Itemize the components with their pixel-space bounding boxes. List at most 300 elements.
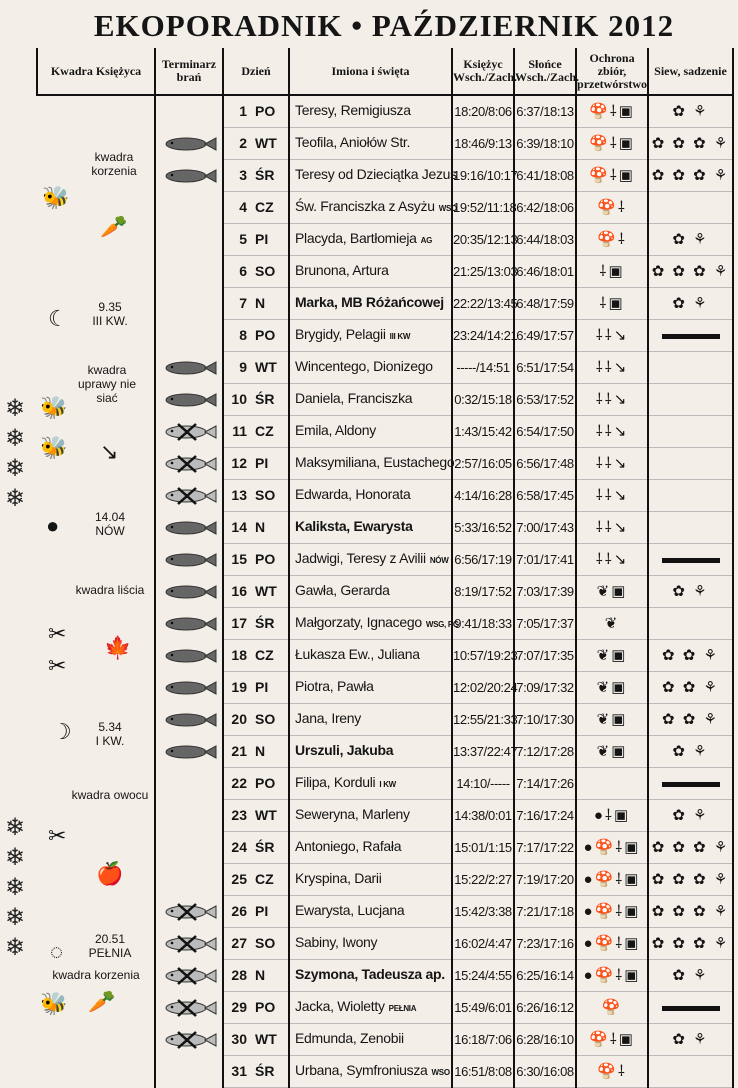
moon-times: 6:56/17:19 bbox=[452, 544, 514, 576]
day-of-week: N bbox=[253, 960, 289, 992]
names-text: Teresy, Remigiusza bbox=[295, 102, 411, 118]
protection-icons: ⸸▣ bbox=[576, 256, 648, 288]
names-text: Marka, MB Różańcowej bbox=[295, 294, 444, 310]
moon-times: 22:22/13:45 bbox=[452, 288, 514, 320]
sowing-icons: ✿ ⚘ bbox=[648, 95, 733, 128]
kwadra-lisc-label: kwadra liścia bbox=[75, 583, 145, 597]
header-imiona: Imiona i święta bbox=[289, 48, 452, 95]
fishing-cell bbox=[155, 832, 223, 864]
header-ochrona: Ochrona zbiór, przetwórstwo bbox=[576, 48, 648, 95]
day-of-week: ŚR bbox=[253, 608, 289, 640]
fishing-cell bbox=[155, 416, 223, 448]
table-row bbox=[37, 224, 733, 256]
name-day bbox=[289, 672, 452, 704]
snowflake-icon: ❄ bbox=[4, 425, 26, 452]
day-number: 11 bbox=[223, 416, 253, 448]
kwadra-cell bbox=[37, 480, 155, 512]
protection-icons: ❦▣ bbox=[576, 672, 648, 704]
protection-icons: ⸸⸸↘ bbox=[576, 448, 648, 480]
header-dzien: Dzień bbox=[223, 48, 289, 95]
day-of-week: SO bbox=[253, 256, 289, 288]
protection-icons: 🍄⸸▣ bbox=[576, 95, 648, 128]
protection-icons: ●🍄⸸▣ bbox=[576, 864, 648, 896]
name-day bbox=[289, 896, 452, 928]
fishing-cell bbox=[155, 384, 223, 416]
sun-times: 6:25/16:14 bbox=[514, 960, 576, 992]
names-text: Wincentego, Dionizego bbox=[295, 358, 433, 374]
day-number: 27 bbox=[223, 928, 253, 960]
names-text: Jadwigi, Teresy z Avilii bbox=[295, 550, 426, 566]
protection-icons: ❦▣ bbox=[576, 576, 648, 608]
name-day bbox=[289, 576, 452, 608]
sun-times: 7:07/17:35 bbox=[514, 640, 576, 672]
sun-times: 6:37/18:13 bbox=[514, 95, 576, 128]
kwadra-cell bbox=[37, 224, 155, 256]
q3-time: 9.35 bbox=[98, 300, 122, 314]
sowing-icons bbox=[648, 544, 733, 576]
sowing-icons bbox=[648, 480, 733, 512]
q1-label: I KW. bbox=[95, 734, 125, 748]
name-day bbox=[289, 416, 452, 448]
day-number: 14 bbox=[223, 512, 253, 544]
name-day bbox=[289, 1024, 452, 1056]
fishing-cell bbox=[155, 512, 223, 544]
day-of-week: CZ bbox=[253, 416, 289, 448]
table-row bbox=[37, 800, 733, 832]
holiday-abbr: WSO bbox=[438, 204, 457, 213]
sun-times: 6:26/16:12 bbox=[514, 992, 576, 1024]
name-day bbox=[289, 544, 452, 576]
protection-icons: ❦▣ bbox=[576, 704, 648, 736]
no-sowing-bar bbox=[662, 782, 720, 787]
protection-icons: 🍄 bbox=[576, 992, 648, 1024]
day-of-week: CZ bbox=[253, 864, 289, 896]
fishing-cell bbox=[155, 352, 223, 384]
moon-times: 0:32/15:18 bbox=[452, 384, 514, 416]
day-of-week: SO bbox=[253, 480, 289, 512]
fish-icon bbox=[160, 615, 218, 633]
sun-times: 7:01/17:41 bbox=[514, 544, 576, 576]
fishing-cell bbox=[155, 960, 223, 992]
day-number: 24 bbox=[223, 832, 253, 864]
name-day bbox=[289, 320, 452, 352]
moon-times: 18:46/9:13 bbox=[452, 128, 514, 160]
day-of-week: WT bbox=[253, 1024, 289, 1056]
snowflake-icon: ❄ bbox=[4, 874, 26, 901]
names-text: Daniela, Franciszka bbox=[295, 390, 413, 406]
day-of-week: PO bbox=[253, 544, 289, 576]
fishing-cell bbox=[155, 672, 223, 704]
day-number: 19 bbox=[223, 672, 253, 704]
name-day bbox=[289, 448, 455, 480]
table-row bbox=[37, 896, 733, 928]
moon-times: 4:14/16:28 bbox=[452, 480, 514, 512]
names-text: Edmunda, Zenobii bbox=[295, 1030, 404, 1046]
table-row bbox=[37, 1056, 733, 1088]
moon-times: 1:43/15:42 bbox=[452, 416, 514, 448]
sun-times: 7:21/17:18 bbox=[514, 896, 576, 928]
fishing-cell bbox=[155, 736, 223, 768]
snowflake-icon: ❄ bbox=[4, 814, 26, 841]
table-row bbox=[37, 544, 733, 576]
fish-icon bbox=[160, 135, 218, 153]
table-row bbox=[37, 608, 733, 640]
moon-times: 9:41/18:33 bbox=[452, 608, 514, 640]
names-text: Św. Franciszka z Asyżu bbox=[295, 198, 435, 214]
day-number: 3 bbox=[223, 160, 253, 192]
names-text: Kaliksta, Ewarysta bbox=[295, 518, 413, 534]
moon-times: 19:52/11:18 bbox=[452, 192, 514, 224]
protection-icons: ⸸⸸↘ bbox=[576, 384, 648, 416]
sun-times: 7:23/17:16 bbox=[514, 928, 576, 960]
day-of-week: WT bbox=[253, 800, 289, 832]
fish-icon bbox=[160, 967, 218, 985]
sun-times: 6:41/18:08 bbox=[514, 160, 576, 192]
q1-time: 5.34 bbox=[98, 720, 122, 734]
protection-icons: ●🍄⸸▣ bbox=[576, 928, 648, 960]
new-moon-label: NÓW bbox=[95, 524, 125, 538]
table-row bbox=[37, 832, 733, 864]
snowflake-icon: ❄ bbox=[4, 485, 26, 512]
no-sowing-bar bbox=[662, 1006, 720, 1011]
names-text: Teofila, Aniołów Str. bbox=[295, 134, 411, 150]
sun-times: 6:49/17:57 bbox=[514, 320, 576, 352]
kwadra-cell bbox=[37, 95, 155, 128]
header-siew: Siew, sadzenie bbox=[648, 48, 733, 95]
name-day bbox=[289, 832, 452, 864]
sowing-icons bbox=[648, 192, 733, 224]
moon-times: 15:24/4:55 bbox=[452, 960, 514, 992]
names-text: Kryspina, Darii bbox=[295, 870, 382, 886]
names-text: Sabiny, Iwony bbox=[295, 934, 378, 950]
full-moon-icon: ◌ bbox=[50, 939, 64, 964]
protection-icons: ❦ bbox=[576, 608, 648, 640]
fishing-cell bbox=[155, 95, 223, 128]
day-of-week: N bbox=[253, 288, 289, 320]
name-day bbox=[289, 768, 452, 800]
name-day bbox=[289, 256, 452, 288]
protection-icons: 🍄⸸▣ bbox=[576, 1024, 648, 1056]
protection-icons: 🍄⸸ bbox=[576, 192, 648, 224]
name-day bbox=[289, 928, 452, 960]
holiday-abbr: III KW bbox=[389, 332, 411, 341]
name-day bbox=[289, 512, 452, 544]
header-kwadra: Kwadra Księżyca bbox=[37, 48, 155, 95]
table-row bbox=[37, 192, 733, 224]
moon-times: 18:20/8:06 bbox=[452, 95, 514, 128]
sun-times: 7:10/17:30 bbox=[514, 704, 576, 736]
fish-icon bbox=[160, 903, 218, 921]
fishing-cell bbox=[155, 448, 223, 480]
name-day bbox=[289, 960, 452, 992]
day-of-week: N bbox=[253, 512, 289, 544]
sowing-icons: ✿ ✿ ⚘ bbox=[648, 672, 733, 704]
day-of-week: ŚR bbox=[253, 832, 289, 864]
day-number: 22 bbox=[223, 768, 253, 800]
fish-icon bbox=[160, 519, 218, 537]
fishing-cell bbox=[155, 1024, 223, 1056]
sowing-icons: ✿ ✿ ✿ ⚘ bbox=[648, 928, 733, 960]
moon-times: 23:24/14:21 bbox=[452, 320, 514, 352]
protection-icons: ❦▣ bbox=[576, 736, 648, 768]
day-number: 15 bbox=[223, 544, 253, 576]
full-moon-time: 20.51 bbox=[94, 932, 126, 946]
new-moon-time: 14.04 bbox=[94, 510, 126, 524]
names-text: Teresy od Dzieciątka Jezus bbox=[295, 166, 457, 182]
fish-icon bbox=[160, 359, 218, 377]
fish-icon bbox=[160, 583, 218, 601]
day-number: 20 bbox=[223, 704, 253, 736]
names-text: Placyda, Bartłomieja bbox=[295, 230, 417, 246]
names-text: Brunona, Artura bbox=[295, 262, 389, 278]
day-number: 29 bbox=[223, 992, 253, 1024]
table-row bbox=[37, 672, 733, 704]
sowing-icons: ✿ ⚘ bbox=[648, 1024, 733, 1056]
protection-icons bbox=[576, 768, 648, 800]
sowing-icons: ✿ ⚘ bbox=[648, 576, 733, 608]
sun-times: 7:17/17:22 bbox=[514, 832, 576, 864]
fishing-cell bbox=[155, 192, 223, 224]
moon-times: 15:42/3:38 bbox=[452, 896, 514, 928]
names-text: Gawła, Gerarda bbox=[295, 582, 390, 598]
protection-icons: ●🍄⸸▣ bbox=[576, 832, 648, 864]
day-of-week: PO bbox=[253, 768, 289, 800]
kwadra-cell bbox=[37, 1056, 155, 1088]
sun-times: 7:00/17:43 bbox=[514, 512, 576, 544]
table-row bbox=[37, 95, 733, 128]
protection-icons: 🍄⸸ bbox=[576, 1056, 648, 1088]
bee-icon: 🐝 bbox=[42, 185, 70, 210]
day-of-week: PO bbox=[253, 320, 289, 352]
day-of-week: ŚR bbox=[253, 1056, 289, 1088]
fish-icon bbox=[160, 551, 218, 569]
sun-times: 6:54/17:50 bbox=[514, 416, 576, 448]
fishing-cell bbox=[155, 576, 223, 608]
moon-times: 12:55/21:33 bbox=[452, 704, 514, 736]
fishing-cell bbox=[155, 704, 223, 736]
day-of-week: WT bbox=[253, 576, 289, 608]
moon-times: 8:19/17:52 bbox=[452, 576, 514, 608]
name-day bbox=[289, 160, 457, 192]
moon-times: 10:57/19:23 bbox=[452, 640, 514, 672]
sowing-icons bbox=[648, 1056, 733, 1088]
kwadra-korzenia-2-label: kwadra korzenia bbox=[52, 968, 140, 982]
carrot-icon: 🥕 bbox=[100, 214, 128, 239]
no-sowing-bar bbox=[662, 334, 720, 339]
names-text: Łukasza Ew., Juliana bbox=[295, 646, 420, 662]
sun-times: 6:56/17:48 bbox=[514, 448, 576, 480]
snowflake-icon: ❄ bbox=[4, 455, 26, 482]
name-day bbox=[289, 384, 452, 416]
sowing-icons: ✿ ✿ ✿ ⚘ bbox=[648, 832, 733, 864]
names-text: Piotra, Pawła bbox=[295, 678, 374, 694]
sowing-icons bbox=[648, 448, 733, 480]
moon-times: 20:35/12:13 bbox=[452, 224, 514, 256]
protection-icons: 🍄⸸▣ bbox=[576, 160, 648, 192]
fishing-cell bbox=[155, 992, 223, 1024]
name-day bbox=[289, 736, 452, 768]
table-row bbox=[37, 640, 733, 672]
day-number: 23 bbox=[223, 800, 253, 832]
protection-icons: ⸸▣ bbox=[576, 288, 648, 320]
sun-times: 6:42/18:06 bbox=[514, 192, 576, 224]
day-of-week: PI bbox=[253, 896, 289, 928]
names-text: Szymona, Tadeusza ap. bbox=[295, 966, 445, 982]
name-day bbox=[289, 704, 452, 736]
day-of-week: PO bbox=[253, 95, 289, 128]
sowing-icons bbox=[648, 384, 733, 416]
sowing-icons bbox=[648, 352, 733, 384]
sun-times: 6:48/17:59 bbox=[514, 288, 576, 320]
sowing-icons: ✿ ⚘ bbox=[648, 224, 733, 256]
sun-times: 7:12/17:28 bbox=[514, 736, 576, 768]
header-terminarz: Terminarz brań bbox=[155, 48, 223, 95]
sowing-icons: ✿ ✿ ✿ ⚘ bbox=[648, 864, 733, 896]
sun-times: 7:16/17:24 bbox=[514, 800, 576, 832]
moon-times: 15:22/2:27 bbox=[452, 864, 514, 896]
fishing-cell bbox=[155, 256, 223, 288]
sun-times: 6:53/17:52 bbox=[514, 384, 576, 416]
q3-label: III KW. bbox=[92, 314, 128, 328]
moon-times: 2:57/16:05 bbox=[452, 448, 514, 480]
protection-icons: ❦▣ bbox=[576, 640, 648, 672]
protection-icons: ⸸⸸↘ bbox=[576, 320, 648, 352]
table-row bbox=[37, 448, 733, 480]
scissors-icon: ✂ bbox=[48, 621, 67, 646]
sun-times: 6:30/16:08 bbox=[514, 1056, 576, 1088]
sowing-icons: ✿ ✿ ✿ ⚘ bbox=[648, 896, 733, 928]
moon-times: 14:38/0:01 bbox=[452, 800, 514, 832]
day-of-week: ŚR bbox=[253, 384, 289, 416]
moon-times: 16:18/7:06 bbox=[452, 1024, 514, 1056]
apple-icon: 🍎 bbox=[96, 861, 124, 886]
fishing-cell bbox=[155, 640, 223, 672]
sun-times: 7:09/17:32 bbox=[514, 672, 576, 704]
no-sowing-bar bbox=[662, 558, 720, 563]
names-text: Maksymiliana, Eustachego bbox=[295, 454, 455, 470]
sun-times: 6:44/18:03 bbox=[514, 224, 576, 256]
sun-times: 7:14/17:26 bbox=[514, 768, 576, 800]
day-number: 9 bbox=[223, 352, 253, 384]
protection-icons: ●🍄⸸▣ bbox=[576, 960, 648, 992]
moon-times: -----/14:51 bbox=[452, 352, 514, 384]
sowing-icons bbox=[648, 320, 733, 352]
kwadra-cell bbox=[37, 256, 155, 288]
carrot-icon: 🥕 bbox=[88, 989, 116, 1014]
moon-times: 15:01/1:15 bbox=[452, 832, 514, 864]
day-number: 5 bbox=[223, 224, 253, 256]
fishing-cell bbox=[155, 544, 223, 576]
new-moon-icon: ● bbox=[46, 513, 60, 538]
day-number: 8 bbox=[223, 320, 253, 352]
sun-times: 7:19/17:20 bbox=[514, 864, 576, 896]
moon-times: 5:33/16:52 bbox=[452, 512, 514, 544]
names-text: Emila, Aldony bbox=[295, 422, 376, 438]
day-number: 25 bbox=[223, 864, 253, 896]
bee-icon: 🐝 bbox=[40, 435, 68, 460]
sowing-icons: ✿ ✿ ⚘ bbox=[648, 640, 733, 672]
name-day bbox=[289, 288, 452, 320]
name-day bbox=[289, 128, 452, 160]
table-row bbox=[37, 864, 733, 896]
fish-icon bbox=[160, 647, 218, 665]
scissors-icon: ✂ bbox=[48, 823, 67, 848]
day-of-week: SO bbox=[253, 704, 289, 736]
fishing-cell bbox=[155, 1056, 223, 1088]
holiday-abbr: WSG, PG bbox=[425, 620, 459, 629]
kwadra-cell bbox=[37, 1024, 155, 1056]
sowing-icons bbox=[648, 416, 733, 448]
day-number: 18 bbox=[223, 640, 253, 672]
fishing-cell bbox=[155, 480, 223, 512]
name-day bbox=[289, 224, 452, 256]
fish-icon bbox=[160, 487, 218, 505]
day-number: 28 bbox=[223, 960, 253, 992]
fishing-cell bbox=[155, 864, 223, 896]
moon-times: 12:02/20:24 bbox=[452, 672, 514, 704]
kwadra-owocu-label: kwadra owocu bbox=[71, 788, 149, 802]
names-text: Seweryna, Marleny bbox=[295, 806, 410, 822]
page-title: EKOPORADNIK • PAŹDZIERNIK 2012 bbox=[93, 8, 675, 43]
day-number: 4 bbox=[223, 192, 253, 224]
day-number: 2 bbox=[223, 128, 253, 160]
fishing-cell bbox=[155, 224, 223, 256]
moon-times: 13:37/22:47 bbox=[452, 736, 514, 768]
day-of-week: WT bbox=[253, 128, 289, 160]
name-day bbox=[289, 352, 452, 384]
fish-icon bbox=[160, 423, 218, 441]
day-number: 1 bbox=[223, 95, 253, 128]
holiday-abbr: AG bbox=[420, 236, 433, 245]
sowing-icons: ✿ ⚘ bbox=[648, 736, 733, 768]
day-of-week: PI bbox=[253, 448, 289, 480]
sun-times: 7:03/17:39 bbox=[514, 576, 576, 608]
protection-icons: 🍄⸸ bbox=[576, 224, 648, 256]
names-text: Jacka, Wioletty bbox=[295, 998, 385, 1014]
sowing-icons bbox=[648, 608, 733, 640]
sowing-icons: ✿ ✿ ✿ ⚘ bbox=[648, 160, 733, 192]
name-day bbox=[289, 864, 452, 896]
day-number: 21 bbox=[223, 736, 253, 768]
moon-times: 19:16/10:17 bbox=[452, 160, 514, 192]
kwadra-uprawy-label: kwadra uprawy nie siać bbox=[77, 363, 137, 405]
fish-icon bbox=[160, 167, 218, 185]
holiday-abbr: WSO bbox=[431, 1068, 450, 1077]
moon-times: 16:51/8:08 bbox=[452, 1056, 514, 1088]
sun-times: 6:51/17:54 bbox=[514, 352, 576, 384]
sowing-icons bbox=[648, 512, 733, 544]
kwadra-cell bbox=[37, 544, 155, 576]
names-text: Jana, Ireny bbox=[295, 710, 361, 726]
snowflake-icon: ❄ bbox=[4, 844, 26, 871]
holiday-abbr: I KW bbox=[379, 780, 396, 789]
name-day bbox=[289, 192, 457, 224]
moon-first-quarter-icon: ☽ bbox=[52, 719, 72, 744]
names-text: Małgorzaty, Ignacego bbox=[295, 614, 422, 630]
day-number: 30 bbox=[223, 1024, 253, 1056]
kwadra-korzenia-label: kwadra korzenia bbox=[91, 150, 137, 178]
table-row bbox=[37, 992, 733, 1024]
snowflake-icon: ❄ bbox=[4, 934, 26, 961]
sowing-icons: ✿ ✿ ✿ ⚘ bbox=[648, 256, 733, 288]
name-day bbox=[289, 480, 452, 512]
sowing-icons: ✿ ⚘ bbox=[648, 960, 733, 992]
day-number: 10 bbox=[223, 384, 253, 416]
day-of-week: SO bbox=[253, 928, 289, 960]
fishing-cell bbox=[155, 608, 223, 640]
day-of-week: CZ bbox=[253, 192, 289, 224]
names-text: Urszuli, Jakuba bbox=[295, 742, 394, 758]
